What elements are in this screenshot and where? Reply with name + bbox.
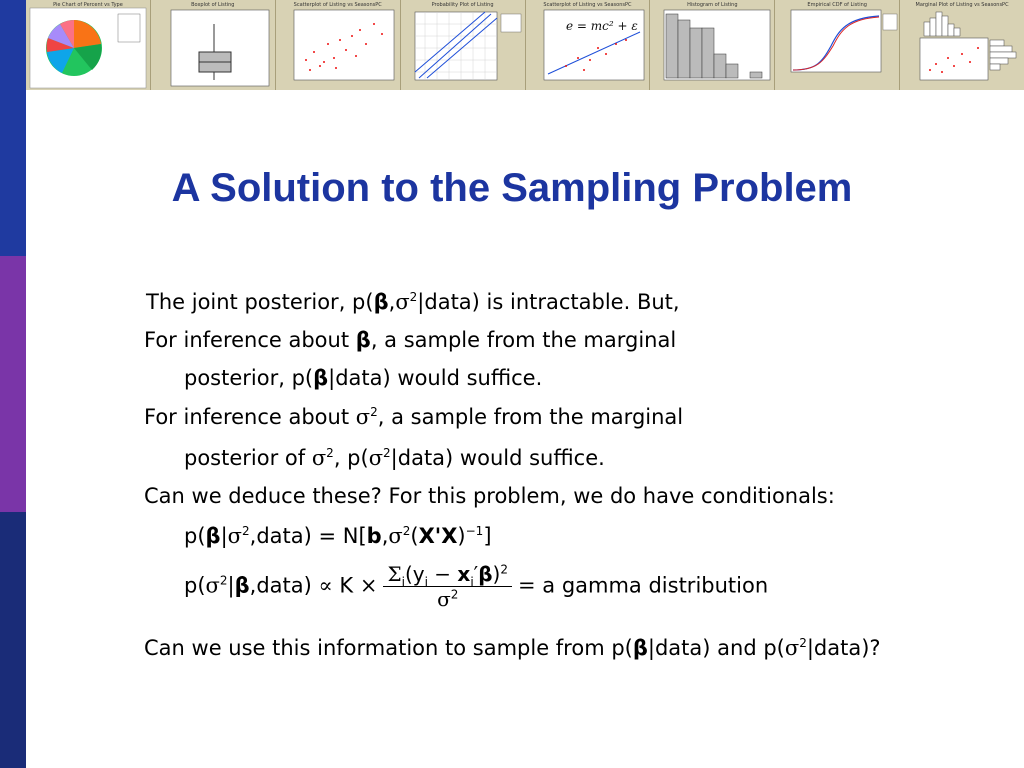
- body-line-3: [184, 366, 542, 390]
- body-line-8: [184, 562, 768, 611]
- minus-symbol: −: [427, 562, 458, 586]
- beta-symbol: β: [632, 636, 648, 660]
- fraction-numerator: [383, 562, 512, 587]
- superscript: 2: [799, 636, 807, 650]
- fraction: [383, 562, 512, 611]
- scatterplot-icon: [276, 0, 400, 90]
- sigma-symbol: σ: [368, 446, 384, 470]
- proportional-symbol: ∝: [318, 573, 333, 598]
- body-line-6: Can we deduce these? For this problem, we do have conditionals:: [144, 484, 835, 508]
- text: |data) would suffice.: [328, 366, 543, 390]
- sigma-symbol: σ: [784, 636, 800, 660]
- thumb-title: Scatterplot of Listing vs SeasonsPC: [543, 2, 632, 8]
- slide-title: A Solution to the Sampling Problem: [171, 166, 853, 210]
- thumb-title: Empirical CDF of Listing: [807, 2, 867, 8]
- sidebar-band-top: [0, 0, 26, 256]
- sigma-symbol: σ: [355, 405, 371, 429]
- text: |data) would suffice.: [390, 446, 605, 470]
- boxplot-icon: [151, 0, 275, 90]
- sigma-symbol: σ: [388, 524, 403, 548]
- superscript: 2: [383, 446, 391, 460]
- scatterplot-thumbnail: [275, 0, 400, 90]
- text: ): [457, 524, 466, 548]
- text: |: [227, 573, 235, 598]
- text: posterior, p(: [184, 366, 314, 390]
- times-symbol: ×: [359, 573, 378, 598]
- thumb-title: Boxplot of Listing: [191, 2, 235, 8]
- text: , p(: [333, 446, 369, 470]
- superscript: 2: [242, 524, 250, 538]
- beta-symbol: β: [373, 290, 389, 314]
- text: ,: [381, 524, 389, 548]
- cdf-thumbnail: [774, 0, 899, 90]
- b-vector: b: [366, 524, 382, 548]
- text: ,data) = N[: [249, 524, 367, 548]
- text: ]: [483, 524, 492, 548]
- scatterplot-fit-icon: [526, 0, 650, 90]
- text: a gamma distribution: [535, 573, 769, 598]
- pie-chart-icon: [26, 0, 150, 90]
- body-line-7: [184, 524, 492, 548]
- beta-symbol: β: [205, 524, 221, 548]
- histogram-icon: [650, 0, 774, 90]
- text: p(: [184, 524, 206, 548]
- text: For inference about: [144, 405, 356, 429]
- scatterplot-fit-thumbnail: [525, 0, 650, 90]
- prime-symbol: ′: [473, 562, 479, 586]
- body-line-9: [144, 636, 881, 660]
- equals-symbol: =: [517, 573, 536, 598]
- text: For inference about: [144, 328, 356, 352]
- cdf-icon: [775, 0, 899, 90]
- pie-chart-thumbnail: [26, 0, 150, 90]
- text: |data)?: [806, 636, 881, 660]
- sigma-symbol: σ: [395, 290, 410, 314]
- sidebar-band-middle: [0, 256, 26, 512]
- text: ,: [388, 290, 396, 314]
- sigma-symbol: σ: [437, 587, 451, 611]
- text: |data) is intractable. But,: [417, 290, 680, 314]
- thumb-title: Probability Plot of Listing: [431, 2, 494, 8]
- boxplot-thumbnail: [150, 0, 275, 90]
- sigma-symbol: σ: [227, 524, 242, 548]
- text: , a sample from the marginal: [377, 405, 684, 429]
- marginal-plot-icon: [900, 0, 1024, 90]
- body-line-1: [146, 290, 680, 314]
- body-line-4: [144, 405, 683, 429]
- xtx-matrix: X'X: [418, 524, 458, 548]
- marginal-plot-thumbnail: [899, 0, 1024, 90]
- sigma-symbol: σ: [311, 446, 327, 470]
- body-line-5: [184, 446, 605, 470]
- superscript: 2: [500, 562, 508, 577]
- text: , a sample from the marginal: [370, 328, 677, 352]
- thumb-title: Marginal Plot of Listing vs SeasonsPC: [915, 2, 1009, 8]
- text: ): [492, 562, 501, 586]
- probability-plot-icon: [401, 0, 525, 90]
- thumb-title: Pie Chart of Percent vs Type: [53, 2, 123, 8]
- text: K: [332, 573, 360, 598]
- superscript: 2: [450, 587, 459, 602]
- text: |data) and p(: [647, 636, 785, 660]
- beta-symbol: β: [478, 562, 493, 586]
- superscript: −1: [465, 524, 484, 538]
- text: |: [220, 524, 228, 548]
- subscript: i: [424, 575, 428, 589]
- sidebar-band-bottom: [0, 512, 26, 768]
- text: posterior of: [184, 446, 312, 470]
- text: (y: [404, 562, 425, 586]
- superscript: 2: [402, 524, 411, 538]
- svg-text:e = mc² + ε: e = mc² + ε: [565, 19, 638, 33]
- superscript: 2: [219, 573, 228, 588]
- beta-symbol: β: [355, 328, 371, 352]
- beta-symbol: β: [234, 573, 250, 598]
- subscript: i: [470, 575, 474, 589]
- text: p(: [184, 573, 206, 598]
- superscript: 2: [326, 446, 334, 460]
- beta-symbol: β: [313, 366, 329, 390]
- superscript: 2: [409, 290, 418, 304]
- thumb-title: Histogram of Listing: [687, 2, 738, 8]
- sum-symbol: Σ: [387, 562, 402, 586]
- chart-thumbnail-banner: [26, 0, 1024, 90]
- histogram-thumbnail: [649, 0, 774, 90]
- thumb-title: Scatterplot of Listing vs SeasonsPC: [293, 2, 382, 8]
- superscript: 2: [370, 405, 378, 419]
- probability-plot-thumbnail: [400, 0, 525, 90]
- sigma-symbol: σ: [205, 573, 220, 598]
- text: Can we use this information to sample from p(: [144, 636, 633, 660]
- x-vector: x: [457, 562, 471, 586]
- text: The joint posterior, p(: [146, 290, 374, 314]
- fraction-denominator: [383, 587, 512, 611]
- text: ,data): [249, 573, 319, 598]
- subscript: i: [401, 575, 405, 589]
- text: (: [410, 524, 419, 548]
- body-line-2: [144, 328, 676, 352]
